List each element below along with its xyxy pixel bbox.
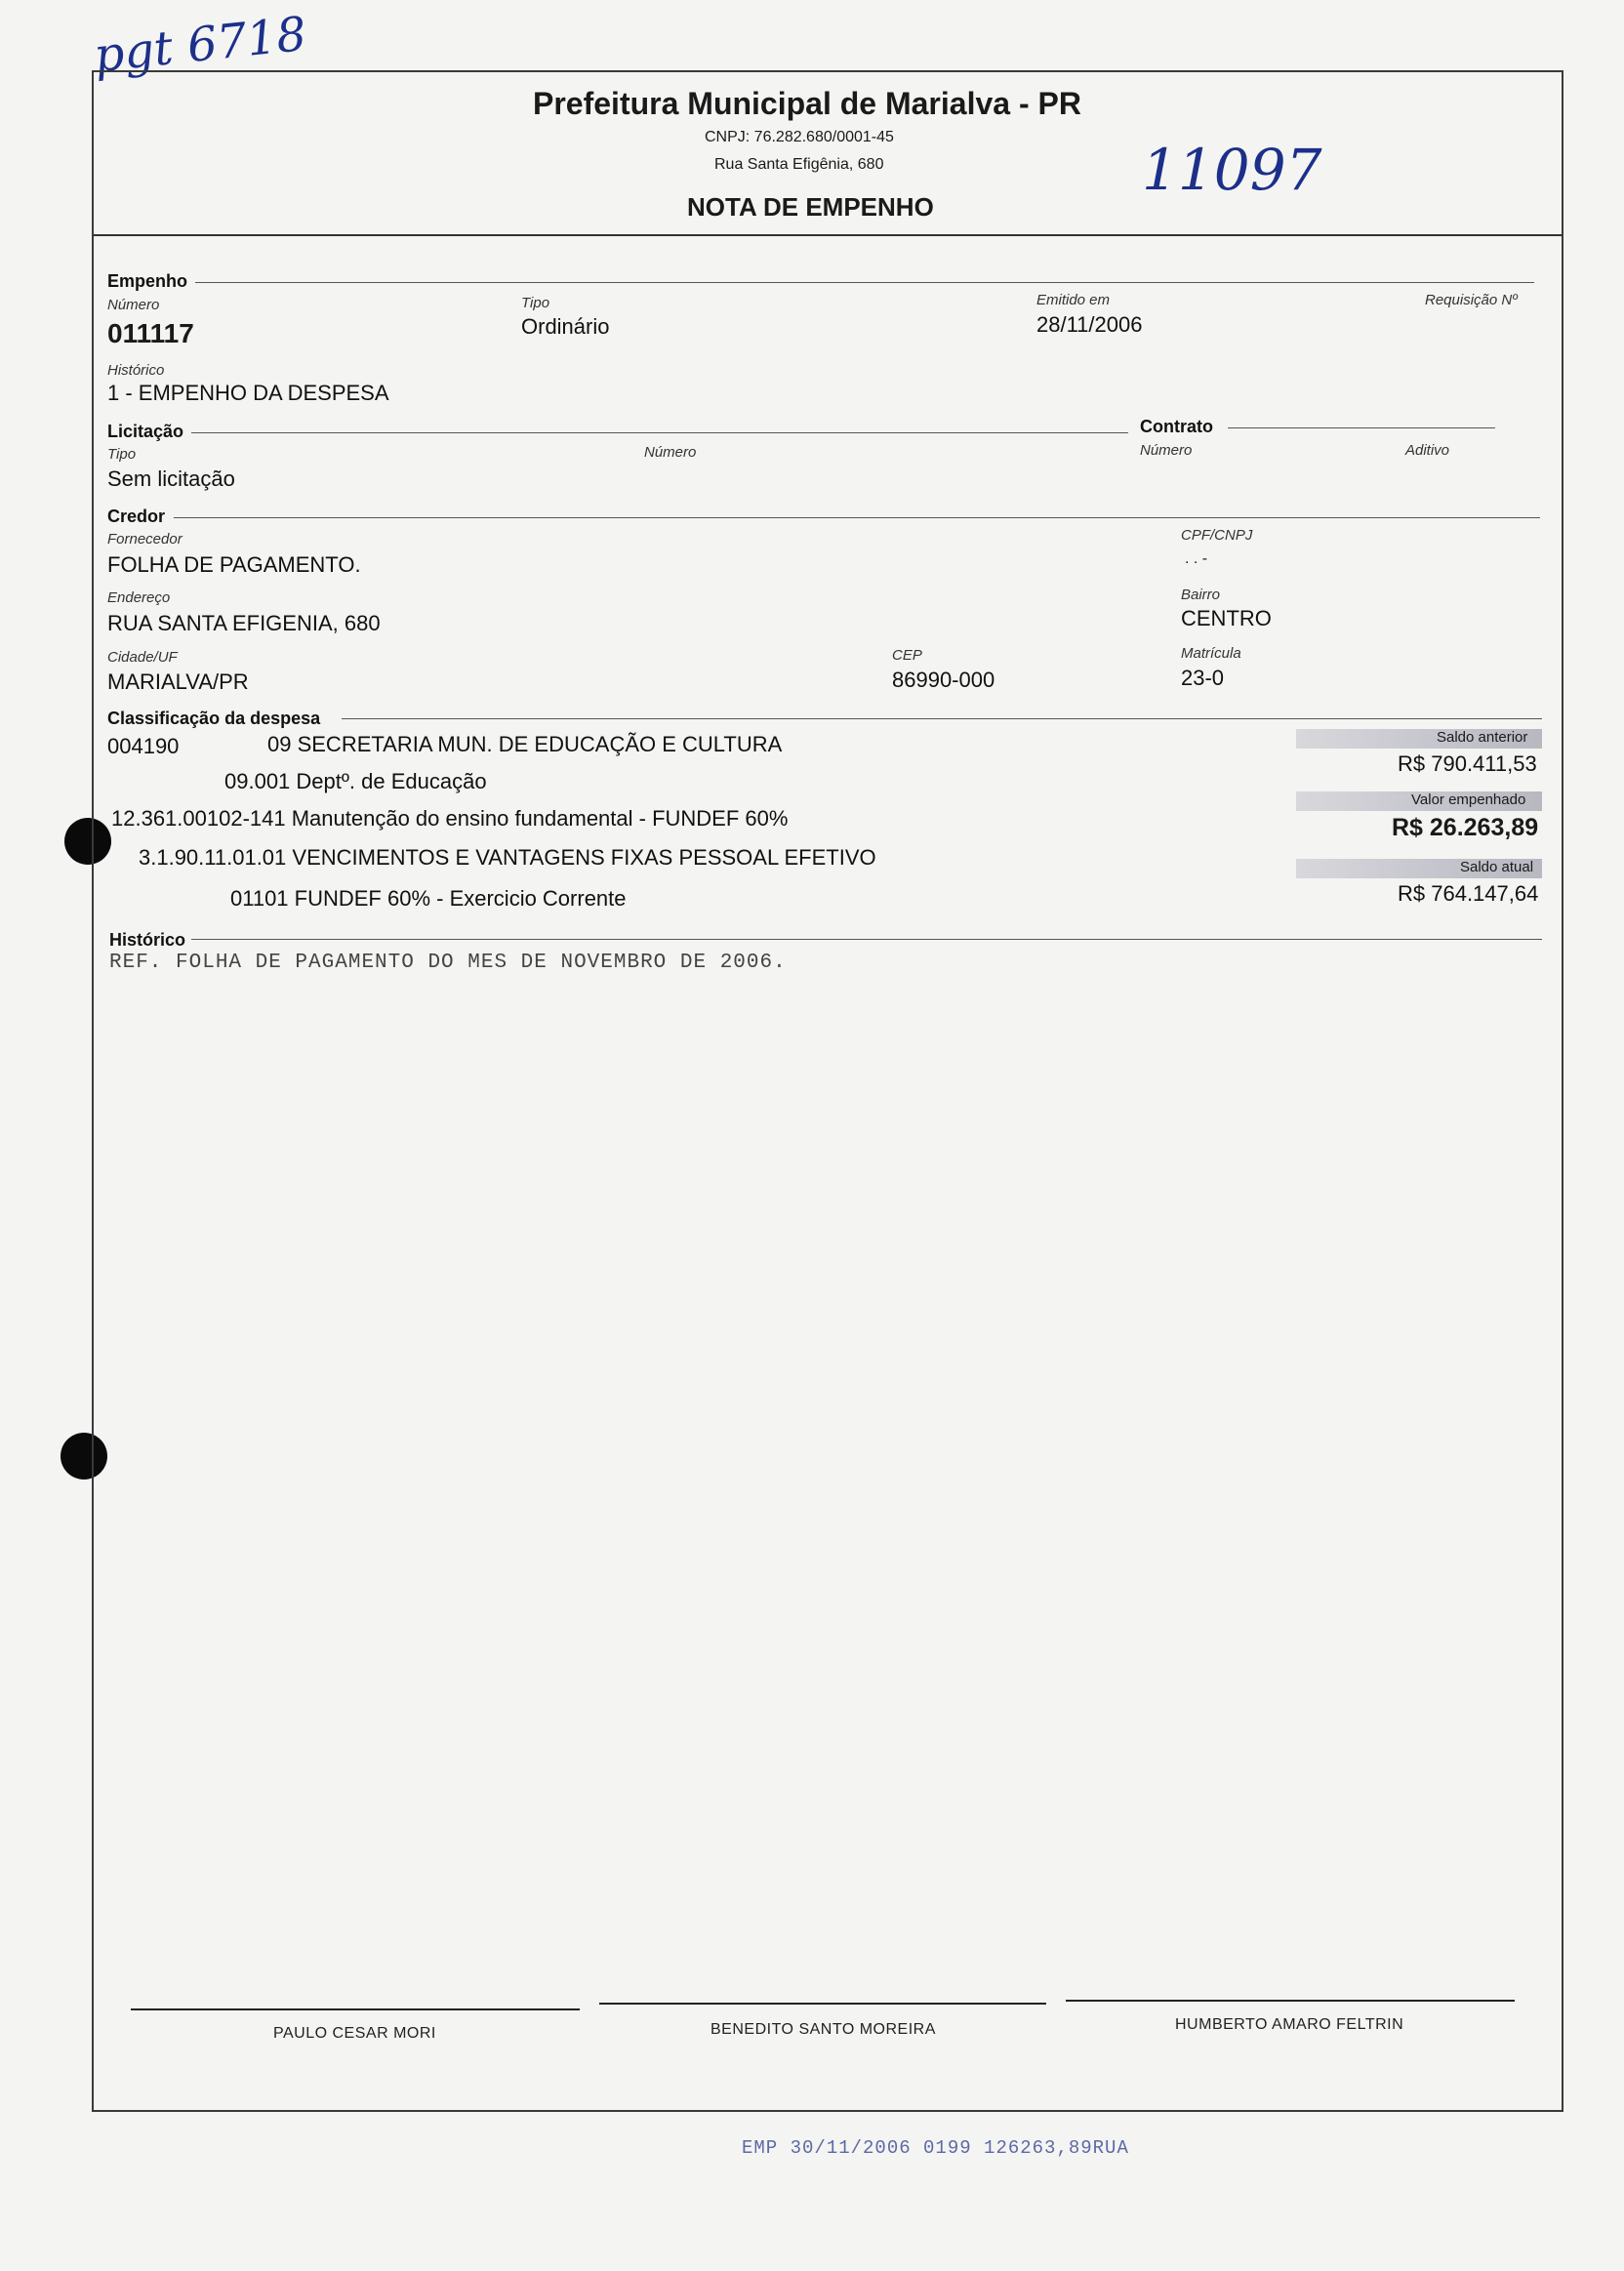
credor-cpf: . . -: [1185, 550, 1208, 567]
saldo-atual: R$ 764.147,64: [1398, 881, 1539, 906]
empenho-tipo: Ordinário: [521, 314, 610, 339]
doc-title: NOTA DE EMPENHO: [687, 192, 934, 222]
section-historico: Histórico: [109, 930, 186, 950]
credor-cidade: MARIALVA/PR: [107, 669, 249, 694]
classificacao-codigo: 004190: [107, 734, 180, 758]
saldo-anterior-label: Saldo anterior: [1437, 729, 1528, 746]
credor-matricula: 23-0: [1181, 666, 1225, 690]
classificacao-fonte: 01101 FUNDEF 60% - Exercicio Corrente: [230, 886, 627, 911]
empenho-requisicao-label: Requisição Nº: [1425, 292, 1518, 308]
section-classificacao: Classificação da despesa: [107, 709, 321, 728]
credor-cep-label: CEP: [892, 647, 922, 664]
saldo-atual-label: Saldo atual: [1460, 859, 1534, 875]
section-credor-rule: [174, 517, 1540, 518]
empenho-emitido: 28/11/2006: [1036, 312, 1143, 337]
empenho-numero-label: Número: [107, 297, 160, 313]
form-frame: [92, 70, 1563, 2112]
section-licitacao-rule: [191, 432, 1128, 433]
credor-fornecedor-label: Fornecedor: [107, 531, 183, 547]
handwritten-reference-number: 11097: [1142, 137, 1322, 203]
section-contrato-rule: [1228, 427, 1495, 428]
licitacao-numero-label: Número: [644, 444, 697, 461]
handwritten-page-number: pgt 6718: [91, 6, 309, 84]
signature-name-2: BENEDITO SANTO MOREIRA: [710, 2021, 936, 2038]
signature-line-1: [131, 2008, 580, 2010]
empenho-emitido-label: Emitido em: [1036, 292, 1111, 308]
signature-name-3: HUMBERTO AMARO FELTRIN: [1175, 2016, 1404, 2033]
licitacao-tipo: Sem licitação: [107, 466, 235, 491]
signature-line-3: [1066, 2000, 1515, 2002]
valor-empenhado-label: Valor empenhado: [1411, 791, 1526, 808]
empenho-tipo-label: Tipo: [521, 295, 550, 311]
section-empenho-rule: [195, 282, 1534, 283]
credor-fornecedor: FOLHA DE PAGAMENTO.: [107, 552, 361, 577]
credor-cpf-label: CPF/CNPJ: [1181, 527, 1253, 544]
signature-name-1: PAULO CESAR MORI: [273, 2025, 436, 2042]
licitacao-tipo-label: Tipo: [107, 446, 137, 463]
org-name: Prefeitura Municipal de Marialva - PR: [533, 86, 1081, 121]
classificacao-elemento: 3.1.90.11.01.01 VENCIMENTOS E VANTAGENS FIXAS PESSOAL EFETIVO: [139, 845, 876, 870]
section-licitacao: Licitação: [107, 422, 184, 441]
classificacao-orgao: 09 SECRETARIA MUN. DE EDUCAÇÃO E CULTURA: [267, 732, 783, 756]
classificacao-funcional: 12.361.00102-141 Manutenção do ensino fundamental - FUNDEF 60%: [111, 806, 789, 831]
signature-line-2: [599, 2003, 1046, 2005]
empenho-historico-label: Histórico: [107, 362, 165, 379]
credor-bairro: CENTRO: [1181, 606, 1272, 630]
empenho-historico: 1 - EMPENHO DA DESPESA: [107, 381, 389, 405]
section-classificacao-rule: [342, 718, 1542, 719]
credor-endereco: RUA SANTA EFIGENIA, 680: [107, 611, 381, 635]
section-empenho: Empenho: [107, 271, 188, 291]
credor-cidade-label: Cidade/UF: [107, 649, 178, 666]
header-divider: [94, 234, 1562, 236]
classificacao-unidade: 09.001 Deptº. de Educação: [224, 769, 487, 793]
footer-stamp: EMP 30/11/2006 0199 126263,89RUA: [742, 2137, 1129, 2159]
credor-cep: 86990-000: [892, 668, 995, 692]
historico-text: REF. FOLHA DE PAGAMENTO DO MES DE NOVEMBRO DE 2006.: [109, 952, 787, 974]
org-address: Rua Santa Efigênia, 680: [714, 156, 884, 173]
empenho-numero: 011117: [107, 318, 194, 348]
credor-matricula-label: Matrícula: [1181, 645, 1241, 662]
section-contrato: Contrato: [1140, 417, 1213, 436]
credor-endereco-label: Endereço: [107, 589, 171, 606]
org-cnpj: CNPJ: 76.282.680/0001-45: [705, 129, 894, 145]
section-historico-rule: [191, 939, 1542, 940]
contrato-numero-label: Número: [1140, 442, 1193, 459]
credor-bairro-label: Bairro: [1181, 587, 1221, 603]
saldo-anterior: R$ 790.411,53: [1398, 751, 1537, 776]
section-credor: Credor: [107, 507, 166, 526]
contrato-aditivo-label: Aditivo: [1405, 442, 1450, 459]
valor-empenhado: R$ 26.263,89: [1392, 814, 1539, 841]
